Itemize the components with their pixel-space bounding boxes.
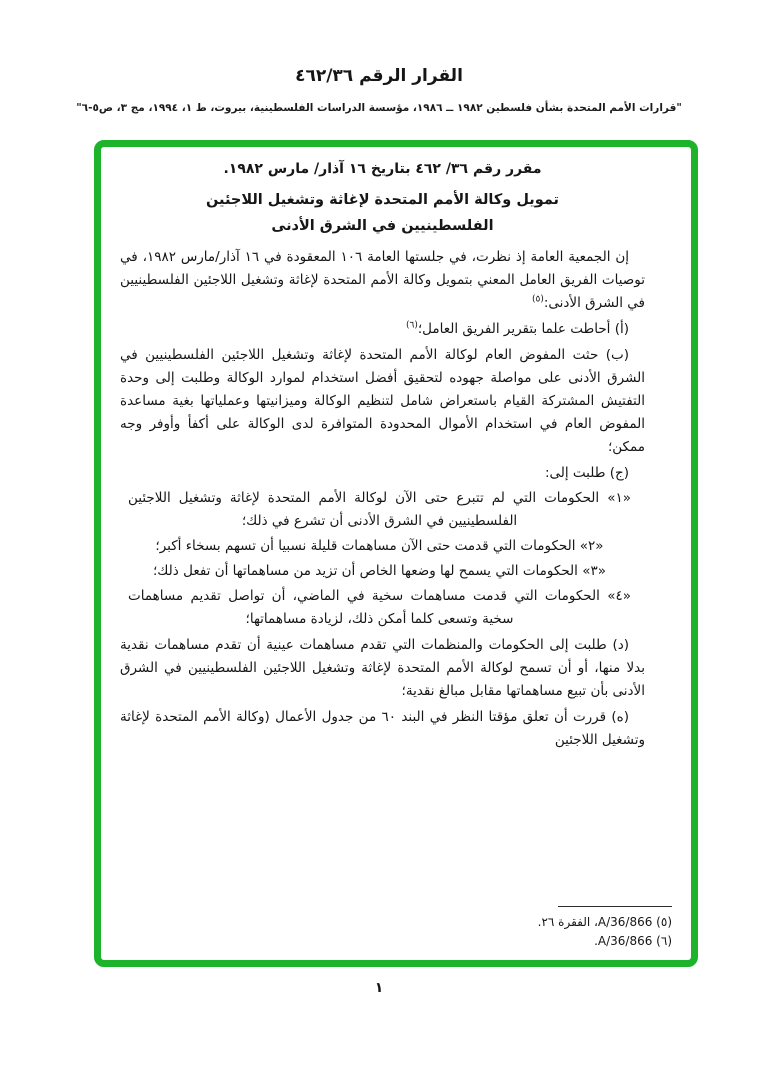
decision-number-line: مقرر رقم ٣٦/ ٤٦٢ بتاريخ ١٦ آذار/ مارس ١٩٨٢.: [223, 161, 542, 177]
paragraph: (ه) قررت أن تعلق مؤقتا النظر في البند ٦٠ من جدول الأعمال (وكالة الأمم المتحدة لإغاثة وتشغيل اللاجئين: [120, 709, 645, 748]
resolution-title: القرار الرقم ٤٦٢/٣٦: [295, 66, 463, 86]
footnotes-section: [120, 906, 672, 951]
paragraph: «٤» الحكومات التي قدمت مساهمات سخية في الماضي، أن تواصل تقديم مساهمات سخية وتسعى كلما أمكن ذلك، لزيادة مساهماتها؛: [128, 588, 631, 627]
paragraph: (ج) طلبت إلى:: [544, 465, 629, 481]
footnote-separator: [558, 906, 672, 907]
page-number: ١: [374, 980, 384, 996]
paragraph: «١» الحكومات التي لم تتبرع حتى الآن لوكالة الأمم المتحدة لإغاثة وتشغيل اللاجئين الفلسطينيين في الشرق الأدنى أن تشرع في ذلك؛: [128, 490, 631, 529]
resolution-body: [101, 147, 691, 752]
footnote: (٦) A/36/866.: [594, 934, 672, 948]
source-citation-line: "قرارات الأمم المتحدة بشأن فلسطين ١٩٨٢ ــ ١٩٨٦، مؤسسة الدراسات الفلسطينية، بيروت، ط ١، ١٩٩٤، مج ٣، ص٥-٦": [76, 102, 682, 114]
paragraph: «٢» الحكومات التي قدمت حتى الآن مساهمات قليلة نسبيا أن تسهم بسخاء أكبر؛: [155, 538, 604, 554]
footnote-lines: [120, 913, 672, 951]
footnote-ref: (٥): [531, 294, 544, 305]
paragraph: (ب) حثت المفوض العام لوكالة الأمم المتحدة لإغاثة وتشغيل اللاجئين الفلسطينيين في الشرق الأدنى على مواصلة جهوده لتحقيق أفضل استخدام لموارد الوكالة وطلبت إلى وحدة التفتيش المشتركة القيام باستعراض شامل لتنظيم الوكالة وميزانيتها وعملياتها بغية مساعدة المفوض العام في استخدام الأموال المحدودة المتوافرة لدى الوكالة على أكفأ وأوفر وجه ممكن؛: [120, 347, 645, 455]
document-frame: [94, 140, 698, 967]
paragraph: إن الجمعية العامة إذ نظرت، في جلستها العامة ١٠٦ المعقودة في ١٦ آذار/مارس ١٩٨٢، في توصيات الفريق العامل المعني بتمويل وكالة الأمم المتحدة لإغاثة وتشغيل اللاجئين الفلسطينيين في الشرق الأدنى:$^{(٥)}$: [120, 249, 645, 311]
paragraph: (أ) أحاطت علما بتقرير الفريق العامل؛$^{(٦)}$: [406, 320, 629, 337]
footnote-ref: (٦): [406, 320, 418, 331]
subject-line-2: الفلسطينيين في الشرق الأدنى: [271, 218, 494, 234]
footnote: (٥) A/36/866، الفقرة ٢٦.: [537, 915, 672, 929]
paragraph: «٣» الحكومات التي يسمح لها وضعها الخاص أن تزيد من مساهماتها أن تفعل ذلك؛: [153, 563, 606, 579]
subject-line-1: تمويل وكالة الأمم المتحدة لإغاثة وتشغيل اللاجئين: [205, 192, 560, 208]
paragraph: (د) طلبت إلى الحكومات والمنظمات التي تقدم مساهمات عينية أن تقدم مساهمات نقدية بدلا منها، أو أن تسمح لوكالة الأمم المتحدة لإغاثة وتشغيل اللاجئين الفلسطينيين في الشرق الأدنى بأن تبيع مساهماتها مقابل مبالغ نقدية؛: [120, 637, 645, 699]
resolution-paragraphs: [120, 246, 645, 752]
